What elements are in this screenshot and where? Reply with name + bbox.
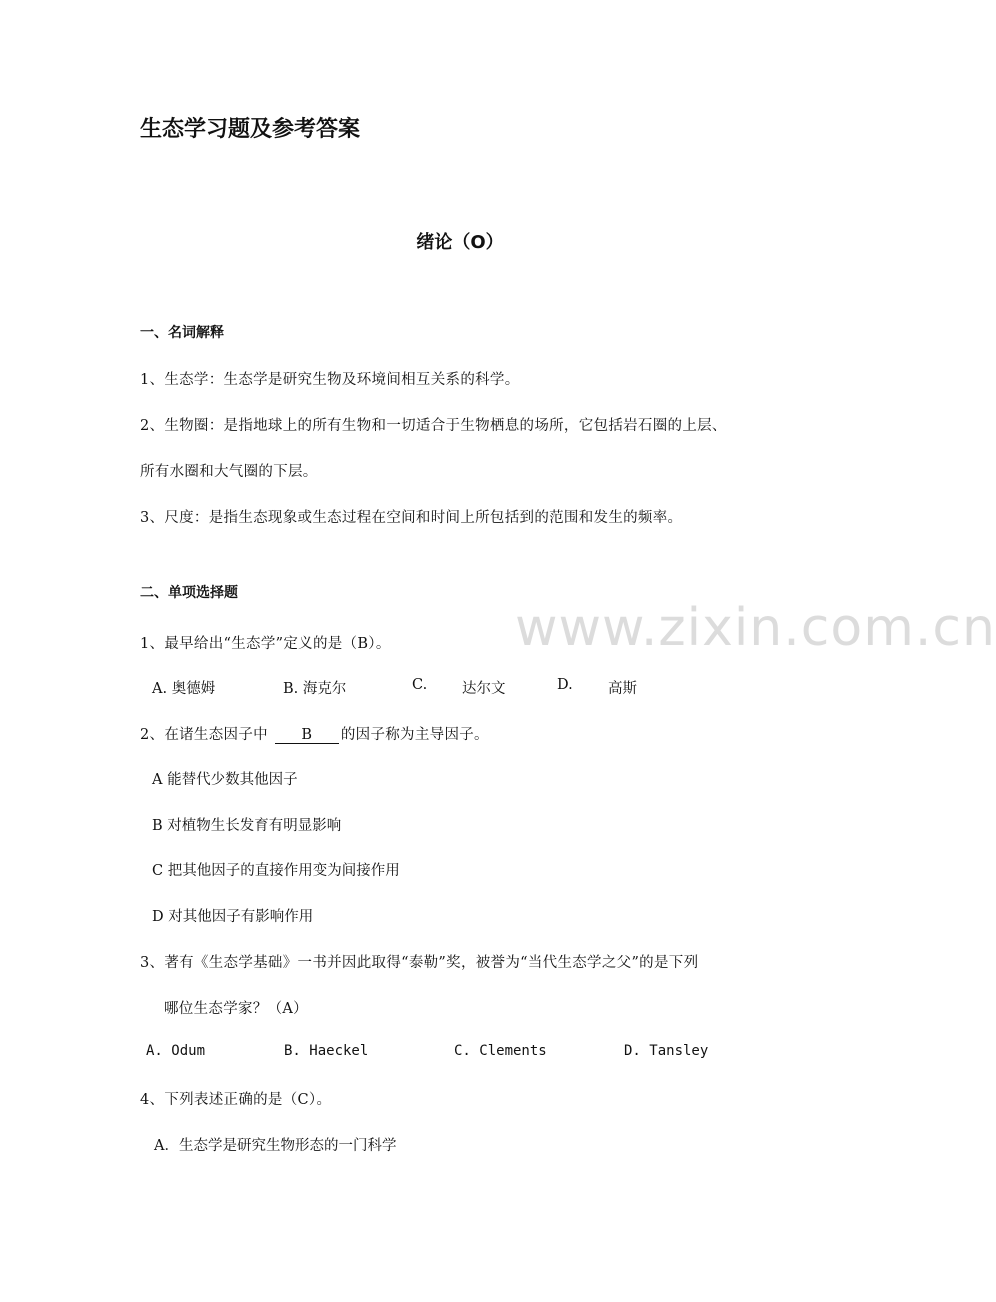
definition-item: 1、生态学：生态学是研究生物及环境间相互关系的科学。 xyxy=(140,372,520,388)
question-1-stem: 1、最早给出“生态学”定义的是（B）。 xyxy=(140,636,391,652)
definition-item-continued: 所有水圈和大气圈的下层。 xyxy=(140,464,318,480)
q3-option-c: C. Clements xyxy=(454,1043,547,1059)
q4-option-a: A．生态学是研究生物形态的一门科学 xyxy=(154,1138,397,1154)
q1-option-c-text: 达尔文 xyxy=(462,681,506,697)
definition-item: 2、生物圈：是指地球上的所有生物和一切适合于生物栖息的场所，它包括岩石圈的上层、 xyxy=(140,418,727,434)
question-3-stem-continued: 哪位生态学家？（A） xyxy=(164,1001,308,1017)
q3-option-b: B. Haeckel xyxy=(284,1043,369,1059)
q1-option-a: A. 奥德姆 xyxy=(152,681,216,697)
section-heading-definitions: 一、名词解释 xyxy=(140,325,224,341)
q2-stem-after: 的因子称为主导因子。 xyxy=(340,727,489,743)
watermark: www.zixin.com.cn xyxy=(515,598,996,658)
question-4-stem: 4、下列表述正确的是（C）。 xyxy=(140,1092,332,1108)
q2-option-c: C 把其他因子的直接作用变为间接作用 xyxy=(152,863,400,879)
q1-option-b: B. 海克尔 xyxy=(283,681,347,697)
definition-item: 3、尺度：是指生态现象或生态过程在空间和时间上所包括到的范围和发生的频率。 xyxy=(140,510,683,526)
q1-option-c-letter: C. xyxy=(412,677,428,693)
q2-option-b: B 对植物生长发育有明显影响 xyxy=(152,818,342,834)
q3-option-d: D. Tansley xyxy=(624,1043,709,1059)
document-title: 生态学习题及参考答案 xyxy=(140,117,361,142)
question-3-stem: 3、著有《生态学基础》一书并因此取得“泰勒”奖，被誉为“当代生态学之父”的是下列 xyxy=(140,955,699,971)
q2-option-d: D 对其他因子有影响作用 xyxy=(152,909,314,925)
q2-stem-before: 2、在诸生态因子中 xyxy=(140,727,268,743)
question-2-stem xyxy=(140,723,489,744)
section-heading-choice: 二、单项选择题 xyxy=(140,585,238,601)
q2-option-a: A 能替代少数其他因子 xyxy=(152,772,298,788)
q1-option-d-letter: D. xyxy=(557,677,573,693)
chapter-title: 绪论（O） xyxy=(416,232,504,253)
q3-option-a: A. Odum xyxy=(146,1043,206,1059)
q1-option-d-text: 高斯 xyxy=(608,681,637,697)
q2-answer-blank: B xyxy=(275,727,339,744)
